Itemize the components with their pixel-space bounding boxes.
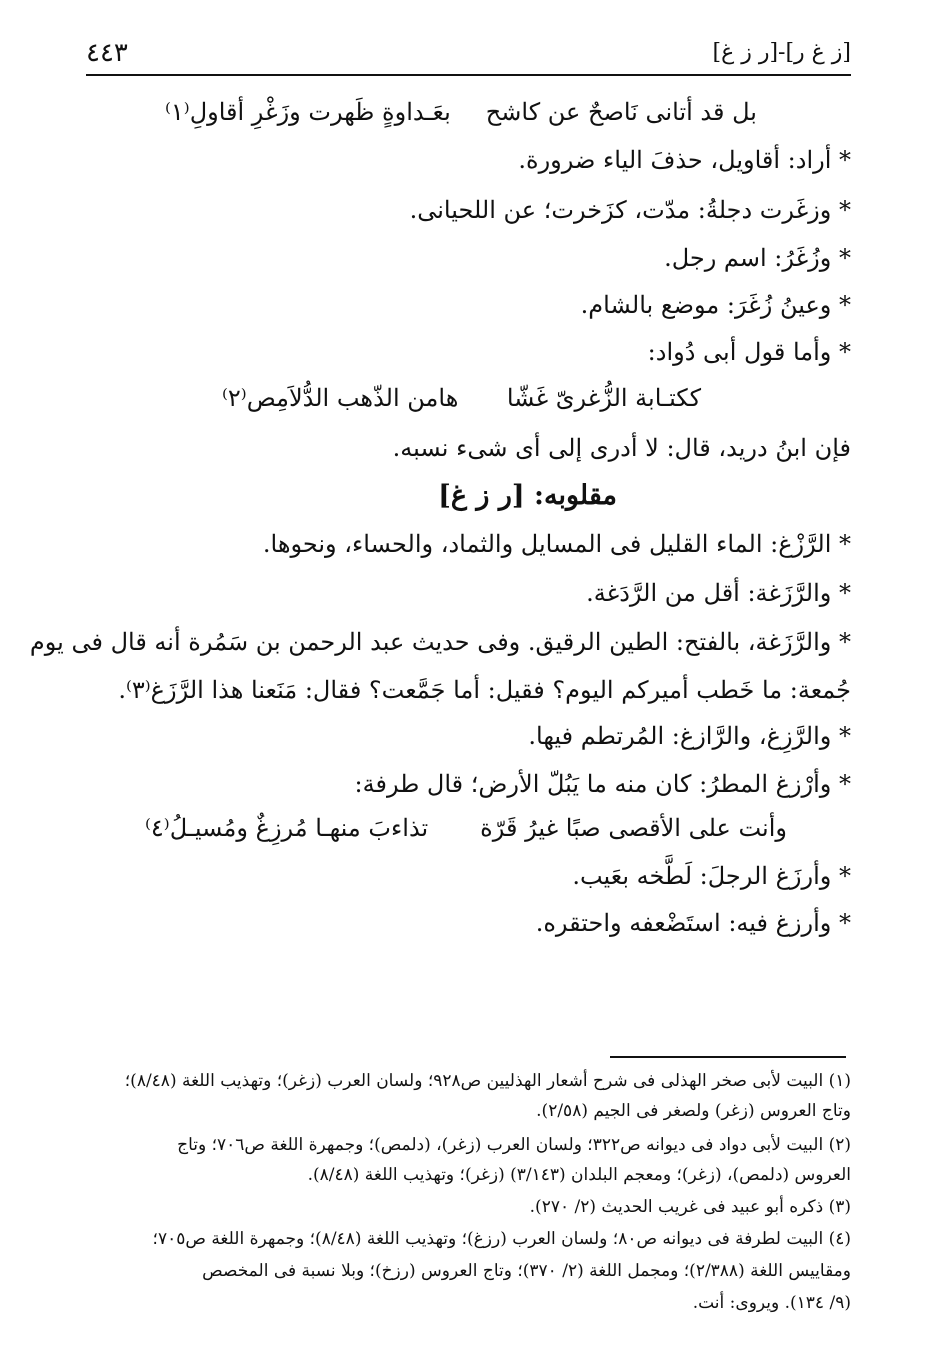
entry-line: * والرَّزَغة، بالفتح: الطين الرقيق. وفى حديث عبد الرحمن بن سَمُرة أنه قال فى يوم xyxy=(29,628,851,656)
page-header xyxy=(86,34,851,76)
page-number: ٤٤٣ xyxy=(86,38,128,68)
entry-line: * وأما قول أبى دُواد: xyxy=(647,338,851,366)
entry-line: * وعينُ زُغَرَ: موضع بالشام. xyxy=(580,291,851,319)
footnote-line: وتاج العروس (زغر) ولصغر فى الجيم (٢/٥٨). xyxy=(536,1101,851,1121)
footnote-line: (٢) البيت لأبى دواد فى ديوانه ص٣٢٢؛ ولسان العرب (زغر)، (دلمص)؛ وجمهرة اللغة ص٧٠٦؛ وتاج xyxy=(177,1135,851,1155)
footnote-line: ومقاييس اللغة (٢/٣٨٨)؛ ومجمل اللغة (٢/ ٣٧٠)؛ وتاج العروس (رزخ)؛ وبلا نسبة فى المخصص xyxy=(202,1261,851,1281)
entry-line: * وأرزغ فيه: استَضْعفه واحتقره. xyxy=(535,909,851,937)
footnote-line: (١) البيت لأبى صخر الهذلى فى شرح أشعار الهذليين ص٩٢٨؛ ولسان العرب (زغر)؛ وتهذيب اللغة (٨/٤٨)؛ xyxy=(124,1071,851,1091)
entry-line: جُمعة: ما خَطب أميركم اليوم؟ فقيل: أما جَمَّعت؟ فقال: مَنَعنا هذا الرَّزَغ⁽٣⁾. xyxy=(118,676,851,704)
entry-line: * الرَّزْغ: الماء القليل فى المسايل والثماد، والحساء، ونحوها. xyxy=(262,530,851,558)
verse-3-first-hemistich: وأنت على الأقصى صبًا غيرُ قَرّة xyxy=(480,814,787,842)
entry-line: * والرَّزَغة: أقل من الرَّدَغة. xyxy=(586,579,851,607)
verse-1-second-hemistich: بعَـداوةٍ ظَهرت وزَغْرِ أقاولِ⁽١⁾ xyxy=(165,98,451,126)
footnote-line: (٩/ ١٣٤). ويروى: أنت. xyxy=(692,1293,851,1313)
section-heading: مقلوبه: [ر ز غ] xyxy=(438,480,617,511)
entry-line: * والرَّزِغ، والرَّازغ: المُرتطم فيها. xyxy=(528,722,851,750)
entry-line: * أراد: أقاويل، حذفَ الياء ضرورة. xyxy=(518,146,851,174)
entry-line: * وأرْزغ المطرُ: كان منه ما يَبُلّ الأرض؛ قال طرفة: xyxy=(354,770,851,798)
entry-line: * وأرزَغ الرجلَ: لَطَّخه بعَيب. xyxy=(572,862,851,890)
entry-line: * وزغَرت دجلةُ: مدّت، كزَخرت؛ عن اللحيانى. xyxy=(409,196,851,224)
footnote-line: (٣) ذكره أبو عبيد فى غريب الحديث (٢/ ٢٧٠). xyxy=(529,1197,851,1217)
verse-3-second-hemistich: تذاءبَ منهـا مُرزِغٌ ومُسيـلُ⁽٤⁾ xyxy=(145,814,429,842)
entry-line: * وزُغَرُ: اسم رجل. xyxy=(664,244,851,272)
verse-2-second-hemistich: هامن الذّهب الدُّلاَمِص⁽٢⁾ xyxy=(222,384,459,412)
footnote-separator xyxy=(610,1056,846,1058)
footnote-line: العروس (دلمص)، (زغر)؛ ومعجم البلدان (٣/١٤٣) (زغر)؛ وتهذيب اللغة (٨/٤٨). xyxy=(307,1165,851,1185)
verse-2-first-hemistich: ككتـابة الزُّغرىّ غَشّا xyxy=(506,384,701,412)
verse-1-first-hemistich: بل قد أتانى نَاصحٌ عن كاشح xyxy=(485,98,757,126)
footnote-line: (٤) البيت لطرفة فى ديوانه ص٨٠؛ ولسان العرب (رزغ)؛ وتهذيب اللغة (٨/٤٨)؛ وجمهرة اللغة ص٧٠٥؛ xyxy=(152,1229,851,1249)
running-head: [ز غ ر]-[ر ز غ] xyxy=(712,40,851,65)
entry-line: فإن ابنُ دريد، قال: لا أدرى إلى أى شىء نسبه. xyxy=(392,434,851,462)
